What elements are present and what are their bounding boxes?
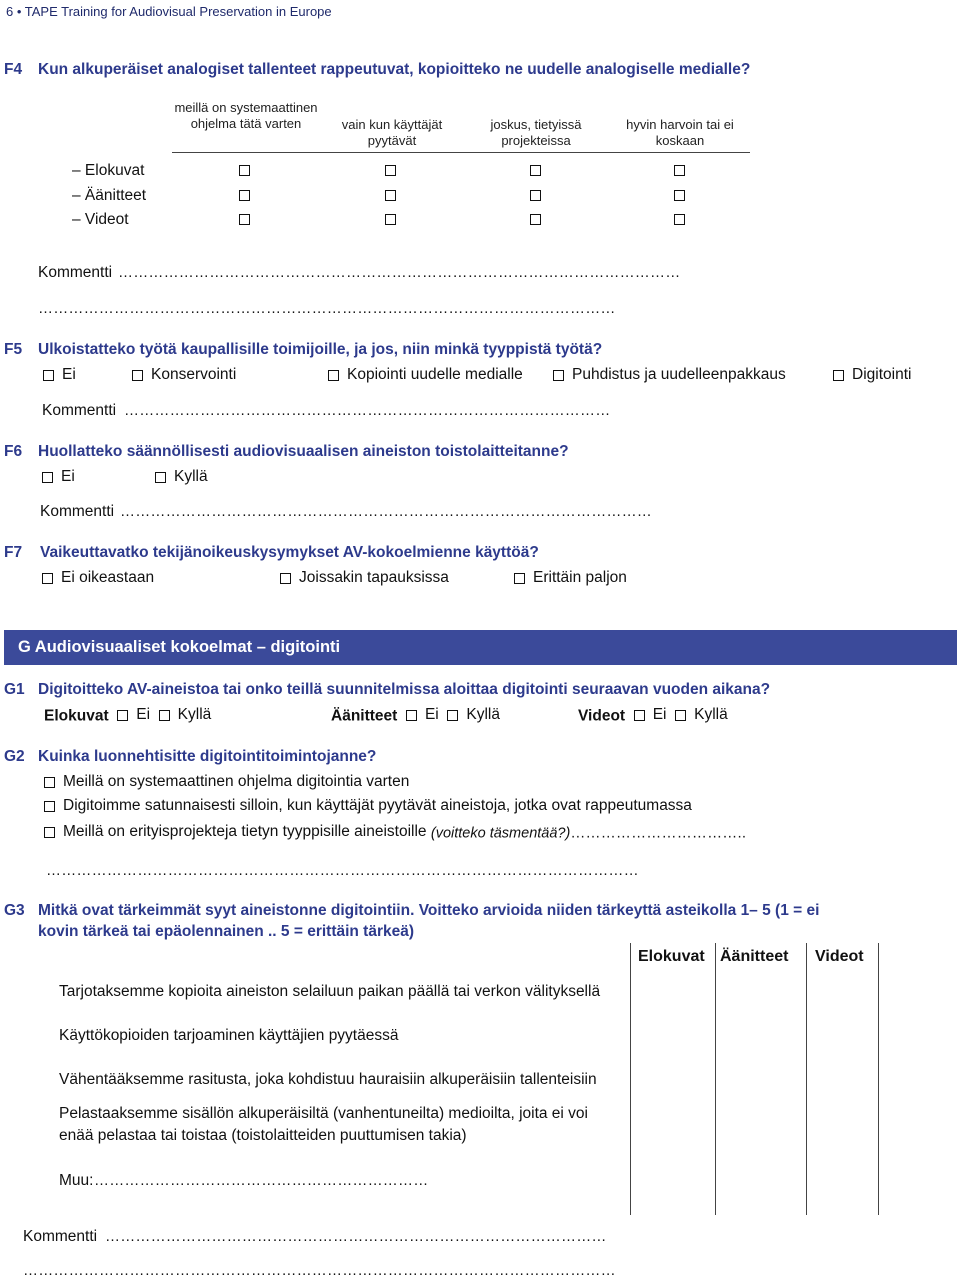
g1-elokuvat-kylla[interactable]: Kyllä <box>159 706 212 724</box>
question-f6: Huollatteko säännöllisesti audiovisuaalisen aineiston toistolaitteitanne? <box>38 443 569 460</box>
g1-checkbox-videot-kylla[interactable] <box>675 710 686 721</box>
question-number-f5: F5 <box>4 341 23 358</box>
f5-option-ei[interactable]: Ei <box>43 366 76 384</box>
g2-checkbox-3[interactable] <box>44 827 55 838</box>
f4-checkbox-videot-1[interactable] <box>239 214 250 225</box>
question-g1: Digitoitteko AV-aineistoa tai onko teillä suunnitelmissa aloittaa digitointi seuraavan vuoden aikana? <box>38 681 771 698</box>
question-number-g3: G3 <box>4 902 25 919</box>
g1-checkbox-elokuvat-ei[interactable] <box>117 710 128 721</box>
f6-checkbox-ei[interactable] <box>42 472 53 483</box>
f4-checkbox-aanitteet-4[interactable] <box>674 190 685 201</box>
f5-checkbox-puhdistus[interactable] <box>553 370 564 381</box>
g2-option-1[interactable]: Meillä on systemaattinen ohjelma digitointia varten <box>44 773 409 791</box>
g3-column-elokuvat: Elokuvat <box>638 948 705 965</box>
g2-option-3-specify: (voitteko täsmentää?) <box>430 825 571 842</box>
f4-checkbox-videot-2[interactable] <box>385 214 396 225</box>
f5-option-kopiointi[interactable]: Kopiointi uudelle medialle <box>328 366 523 384</box>
g3-column-videot: Videot <box>815 948 864 965</box>
f5-checkbox-ei[interactable] <box>43 370 54 381</box>
g3-table-line-4 <box>878 943 879 1215</box>
g3-table-line-2 <box>715 943 716 1215</box>
g3-row-2: Käyttökopioiden tarjoaminen käyttäjien pyytäessä <box>59 1027 399 1044</box>
f4-checkbox-elokuvat-3[interactable] <box>530 165 541 176</box>
f7-checkbox-erittain-paljon[interactable] <box>514 573 525 584</box>
g1-label-videot: Videot <box>578 707 626 725</box>
g1-label-aanitteet: Äänitteet <box>331 707 398 725</box>
question-f7: Vaikeuttavatko tekijänoikeuskysymykset AV-kokoelmienne käyttöä? <box>40 544 539 561</box>
f6-checkbox-kylla[interactable] <box>155 472 166 483</box>
f4-row-label-aanitteet: – Äänitteet <box>72 187 147 204</box>
running-head: 6 • TAPE Training for Audiovisual Preservation in Europe <box>6 4 332 19</box>
question-number-g2: G2 <box>4 748 25 765</box>
f7-option-ei-oikeastaan[interactable]: Ei oikeastaan <box>42 569 154 587</box>
g3-comment-field[interactable]: ……………………………………………………………………………………… <box>105 1228 607 1245</box>
question-f4: Kun alkuperäiset analogiset tallenteet rappeutuvat, kopioitteko ne uudelle analogiselle medialle? <box>38 61 751 78</box>
question-f5: Ulkoistatteko työtä kaupallisille toimijoille, ja jos, niin minkä tyyppistä työtä? <box>38 341 603 358</box>
question-number-f6: F6 <box>4 443 23 460</box>
g1-aanitteet-ei[interactable]: Ei <box>406 706 439 724</box>
g3-table-line-3 <box>806 943 807 1215</box>
g3-muu-label: Muu: <box>59 1172 94 1189</box>
g3-comment-label: Kommentti <box>23 1228 98 1245</box>
g3-table-line-1 <box>630 943 631 1215</box>
g1-checkbox-aanitteet-kylla[interactable] <box>447 710 458 721</box>
question-number-f4: F4 <box>4 61 23 78</box>
f4-checkbox-aanitteet-1[interactable] <box>239 190 250 201</box>
g2-checkbox-1[interactable] <box>44 777 55 788</box>
f4-checkbox-elokuvat-2[interactable] <box>385 165 396 176</box>
f4-column-header-3: joskus, tietyissä projekteissa <box>490 117 582 148</box>
g1-checkbox-videot-ei[interactable] <box>634 710 645 721</box>
g3-column-aanitteet: Äänitteet <box>720 948 789 965</box>
question-g3-line2: kovin tärkeä tai epäolennainen .. 5 = erittäin tärkeä) <box>38 923 415 940</box>
g3-comment-field-line2[interactable]: ……………………………………………………………………………………………………… <box>23 1262 616 1279</box>
question-g3-line1: Mitkä ovat tärkeimmät syyt aineistonne digitointiin. Voitteko arvioida niiden tärkeyttä asteikolla 1– 5 (1 = ei <box>38 902 820 919</box>
g2-extra-field[interactable]: ……………………………………………………………………………………………………… <box>46 862 639 879</box>
f5-option-digitointi[interactable]: Digitointi <box>833 366 911 384</box>
g1-videot-ei[interactable]: Ei <box>634 706 667 724</box>
g1-checkbox-elokuvat-kylla[interactable] <box>159 710 170 721</box>
g3-row-3: Vähentääksemme rasitusta, joka kohdistuu hauraisiin alkuperäisiin tallenteisiin <box>59 1071 597 1088</box>
f4-checkbox-aanitteet-3[interactable] <box>530 190 541 201</box>
f4-checkbox-videot-3[interactable] <box>530 214 541 225</box>
g1-videot-kylla[interactable]: Kyllä <box>675 706 728 724</box>
f7-option-erittain-paljon[interactable]: Erittäin paljon <box>514 569 627 587</box>
f4-header-rule <box>172 152 750 153</box>
f6-option-kylla[interactable]: Kyllä <box>155 468 208 486</box>
f4-column-header-4: hyvin harvoin tai ei koskaan <box>626 117 734 148</box>
g2-option-3[interactable]: Meillä on erityisprojekteja tietyn tyyppisille aineistoille <box>44 823 427 841</box>
f4-row-label-elokuvat: – Elokuvat <box>72 162 145 179</box>
f4-row-label-videot: – Videot <box>72 211 129 228</box>
f6-comment-label: Kommentti <box>40 503 115 520</box>
f7-option-joissakin[interactable]: Joissakin tapauksissa <box>280 569 449 587</box>
f4-column-header-1: meillä on systemaattinen ohjelma tätä varten <box>174 100 318 131</box>
f4-column-header-2: vain kun käyttäjät pyytävät <box>341 117 443 148</box>
f4-checkbox-elokuvat-1[interactable] <box>239 165 250 176</box>
question-number-g1: G1 <box>4 681 25 698</box>
question-number-f7: F7 <box>4 544 23 561</box>
g2-checkbox-2[interactable] <box>44 801 55 812</box>
g2-option-2[interactable]: Digitoimme satunnaisesti silloin, kun käyttäjät pyytävät aineistoja, jotka ovat rappeutumassa <box>44 797 692 815</box>
f5-checkbox-konservointi[interactable] <box>132 370 143 381</box>
f5-comment-field[interactable]: …………………………………………………………………………………… <box>124 402 611 419</box>
f5-option-konservointi[interactable]: Konservointi <box>132 366 236 384</box>
g3-muu-field[interactable]: ………………………………………………………… <box>94 1172 429 1189</box>
g3-row-4: Pelastaaksemme sisällön alkuperäisiltä (vanhentuneilta) medioilta, joita ei voi <box>59 1105 588 1122</box>
f4-checkbox-videot-4[interactable] <box>674 214 685 225</box>
f6-option-ei[interactable]: Ei <box>42 468 75 486</box>
f5-option-puhdistus[interactable]: Puhdistus ja uudelleenpakkaus <box>553 366 786 384</box>
f7-checkbox-ei-oikeastaan[interactable] <box>42 573 53 584</box>
question-g2: Kuinka luonnehtisitte digitointitoimintojanne? <box>38 748 377 765</box>
f7-checkbox-joissakin[interactable] <box>280 573 291 584</box>
g1-label-elokuvat: Elokuvat <box>44 707 109 725</box>
f4-comment-label: Kommentti <box>38 264 113 281</box>
f4-checkbox-elokuvat-4[interactable] <box>674 165 685 176</box>
f4-comment-field[interactable]: ………………………………………………………………………………………………… <box>118 264 681 281</box>
f4-comment-field-line2[interactable]: …………………………………………………………………………………………………… <box>38 300 616 317</box>
f6-comment-field[interactable]: …………………………………………………………………………………………… <box>120 503 652 520</box>
f5-checkbox-kopiointi[interactable] <box>328 370 339 381</box>
g1-aanitteet-kylla[interactable]: Kyllä <box>447 706 500 724</box>
g3-row-4-cont: enää pelastaa tai toistaa (toistolaitteiden puuttumisen takia) <box>59 1127 467 1144</box>
f5-checkbox-digitointi[interactable] <box>833 370 844 381</box>
f4-checkbox-aanitteet-2[interactable] <box>385 190 396 201</box>
section-g-banner <box>4 630 957 665</box>
section-g-title: G Audiovisuaaliset kokoelmat – digitointi <box>18 638 341 656</box>
g1-elokuvat-ei[interactable]: Ei <box>117 706 150 724</box>
g1-checkbox-aanitteet-ei[interactable] <box>406 710 417 721</box>
g2-option-3-field[interactable]: …………………………….. <box>570 824 747 842</box>
f5-comment-label: Kommentti <box>42 402 117 419</box>
g3-row-1: Tarjotaksemme kopioita aineiston selailuun paikan päällä tai verkon välityksellä <box>59 983 601 1000</box>
